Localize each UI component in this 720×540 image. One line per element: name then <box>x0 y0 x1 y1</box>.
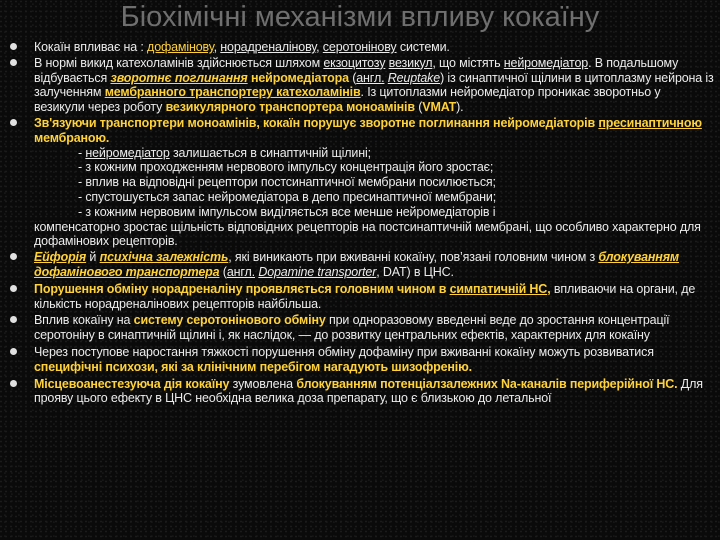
bullet-icon <box>10 285 17 292</box>
list-item-text: Ейфорія й психічна залежність, які виникають при вживанні кокаїну, пов’язані головним чином з блокуванням дофамінового транспортера (англ. Dopamine transporter, DAT) в ЦНС. <box>34 250 680 279</box>
bullet-icon <box>10 380 17 387</box>
list-item-text: Кокаїн впливає на : дофамінову, норадреналінову, серотонінову системи. <box>34 40 450 54</box>
list-item-text: Зв'язуючи транспортери моноамінів, кокаїн порушує зворотне поглинання нейромедіаторів пресинаптичною мембраною. - нейромедіатор залишається в синаптичній щілині; - з кожним проходженням нервового імпульсу концентрація його зростає; - вплив на відповідні рецептори постсинаптичної мембрани посилюється; - спустошується запас нейромедіатора в депо пресинаптичної мембрани; - з кожним нервовим імпульсом виділяється все менше нейромедіаторів і компенсаторно зростає щільність відповідних рецепторів на постсинаптичній мембрані, що особливо характерно для дофамінових рецепторів. <box>34 115 702 249</box>
list-item <box>8 345 714 375</box>
bullet-icon <box>10 119 17 126</box>
list-item <box>8 40 714 55</box>
list-item <box>8 313 714 343</box>
slide-title: Біохімічні механізми впливу кокаїну <box>120 1 600 33</box>
list-item-text: Місцевоанестезуюча дія кокаїну зумовлена блокуванням потенціалзалежних Na-каналів периферійної НС. Для прояву цього ефекту в ЦНС необхідна велика доза препарату, що є близькою до летальної <box>34 376 703 406</box>
bullet-icon <box>10 43 17 50</box>
bullet-icon <box>10 253 17 260</box>
list-item <box>8 282 714 312</box>
list-item-text: Вплив кокаїну на систему серотонінового обміну при одноразовому введенні веде до зростання концентрації серотоніну в синаптичній щілині і, як наслідок, — до розвитку центральних ефектів, характерних для кокаїну <box>34 313 670 343</box>
bullet-icon <box>10 59 17 66</box>
list-item <box>8 56 714 115</box>
list-item <box>8 116 714 249</box>
bullet-icon <box>10 348 17 355</box>
list-item-text: Порушення обміну норадреналіну проявляється головним чином в симпатичній НС, впливаючи на органи, де кількість норадреналінових рецепторів найбільша. <box>34 281 696 311</box>
list-item-text: Через поступове наростання тяжкості порушення обміну дофаміну при вживанні кокаїну можуть розвиватися специфічні психози, які за клінічним перебігом нагадують шизофренію. <box>34 344 654 374</box>
list-item <box>8 250 714 280</box>
list-item-text: В нормі викид катехоламінів здійснюється шляхом екзоцитозу везикул, що містять нейромедіатор. В подальшому відбувається зворотнє поглинання нейромедіатора (англ. Reuptake) із синаптичної щілини в цитоплазму нейрона із залученням мембранного транспортеру катехоламінів. Із цитоплазми нейромедіатор проникає зворотньо у везикули через роботу везикулярного транспортера моноамінів (VMAT). <box>34 55 714 115</box>
list-item <box>8 377 714 407</box>
bullet-list <box>8 40 714 406</box>
bullet-icon <box>10 316 17 323</box>
